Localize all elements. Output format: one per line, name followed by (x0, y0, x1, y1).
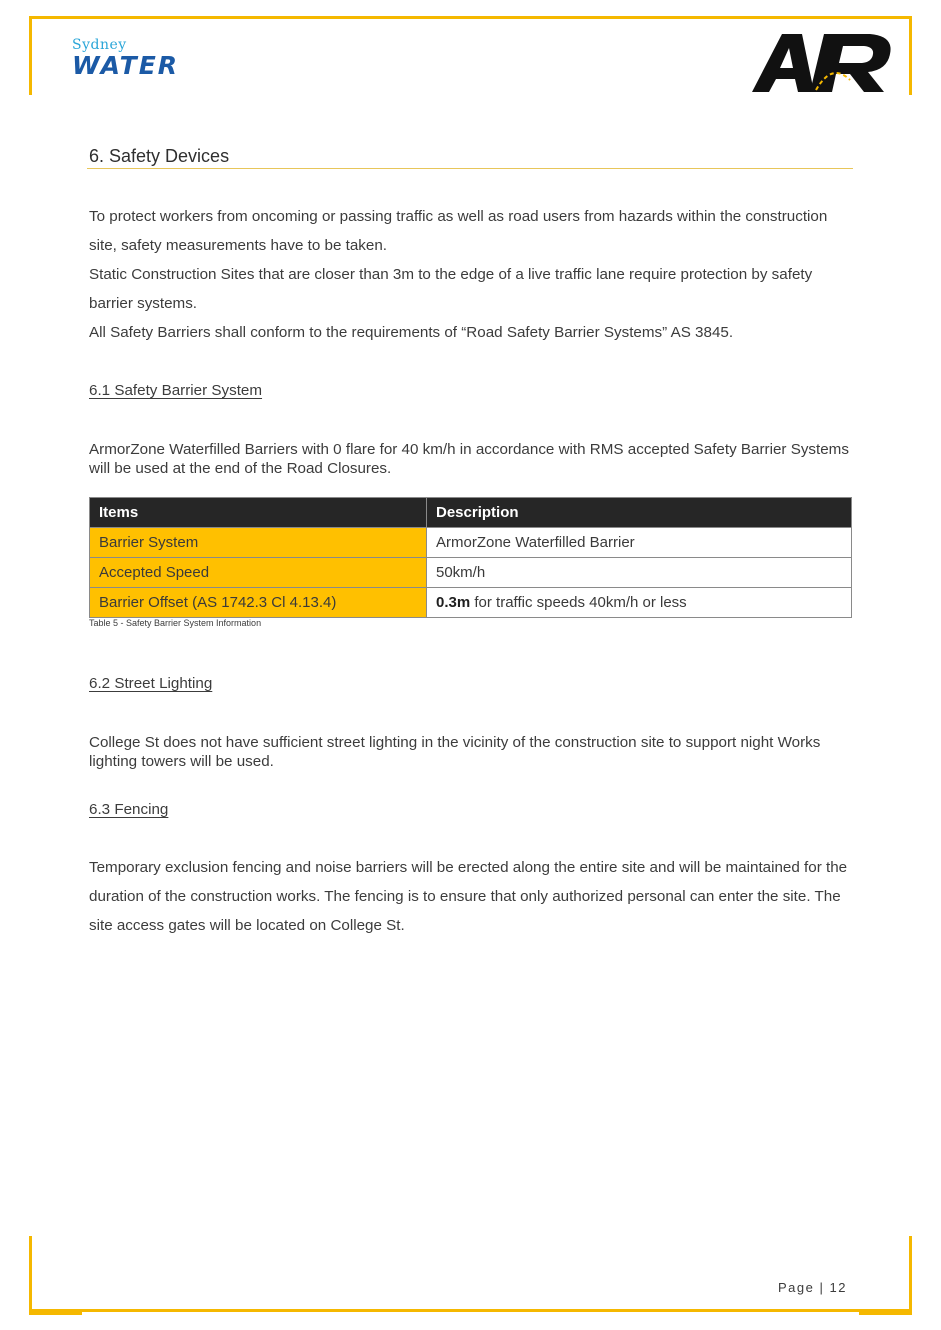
table-cell-description (427, 558, 852, 588)
table-cell-item: Accepted Speed (90, 558, 427, 588)
section-heading: 6. Safety Devices (89, 146, 230, 166)
logo-water-text: WATER (72, 51, 180, 80)
table-header-items: Items (90, 498, 427, 528)
barrier-system-text: ArmorZone Waterfilled Barriers with 0 flare for 40 km/h in accordance with RMS accepted Safety Barrier Systems will be used at the end of the Road Closures. (89, 441, 849, 477)
frame-bottom-line (29, 1309, 912, 1312)
barrier-table (89, 497, 852, 618)
heading-rule (87, 168, 853, 169)
fencing-text: Temporary exclusion fencing and noise barriers will be erected along the entire site and will be maintained for the duration of the construction works. The fencing is to ensure that only authorized personal can enter the site. The site access gates will be located on College St. (89, 859, 848, 934)
description-bold: 0.3m (436, 594, 471, 611)
table-row (90, 528, 852, 558)
description-text: 50km/h (436, 564, 486, 581)
street-lighting-heading: 6.2 Street Lighting (89, 675, 213, 692)
frame-top-line (29, 16, 912, 19)
table-cell-item: Barrier Offset (AS 1742.3 Cl 4.13.4) (90, 588, 427, 618)
sydney-water-logo (72, 38, 179, 80)
intro-text (89, 202, 859, 347)
table-cell-item: Barrier System (90, 528, 427, 558)
page-number: Page | 12 (778, 1280, 847, 1295)
intro-paragraph-2: Static Construction Sites that are closer than 3m to the edge of a live traffic lane require protection by safety barrier systems. (89, 266, 813, 312)
table-cell-description (427, 588, 852, 618)
fencing-heading: 6.3 Fencing (89, 801, 169, 818)
table-header-row (90, 498, 852, 528)
table-row (90, 558, 852, 588)
description-text: for traffic speeds 40km/h or less (470, 594, 687, 611)
logo-sydney-text: Sydney (72, 37, 127, 53)
description-text: ArmorZone Waterfilled Barrier (436, 534, 635, 551)
frame-corner-bottom-left (29, 1236, 82, 1315)
table-header-description: Description (427, 498, 852, 528)
table-row (90, 588, 852, 618)
ar-logo (752, 32, 898, 94)
street-lighting-text: College St does not have sufficient street lighting in the vicinity of the construction site to support night Works lighting towers will be used. (89, 734, 821, 770)
intro-paragraph-1: To protect workers from oncoming or passing traffic as well as road users from hazards within the construction site, safety measurements have to be taken. (89, 208, 828, 254)
table-caption: Table 5 - Safety Barrier System Information (89, 618, 262, 628)
barrier-system-heading: 6.1 Safety Barrier System (89, 382, 263, 399)
frame-corner-bottom-right (859, 1236, 912, 1315)
table-cell-description (427, 528, 852, 558)
intro-paragraph-3: All Safety Barriers shall conform to the requirements of “Road Safety Barrier Systems” AS 3845. (89, 324, 734, 341)
